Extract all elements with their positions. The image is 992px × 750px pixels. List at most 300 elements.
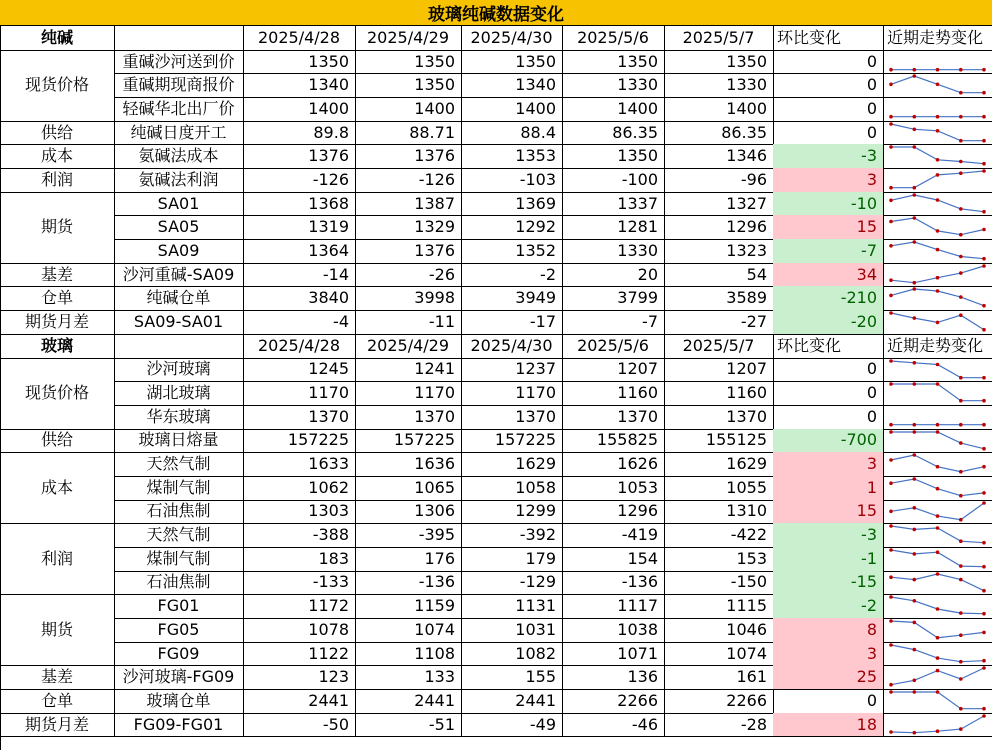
value-cell: 1370 <box>664 405 774 430</box>
value-cell: 2441 <box>461 689 563 714</box>
sparkline-point <box>889 643 893 647</box>
value-cell: -4 <box>243 310 356 335</box>
sparkline-point <box>982 446 986 450</box>
item-label: 煤制气制 <box>114 476 244 501</box>
sparkline-chart <box>883 405 992 429</box>
sparkline-cell <box>883 381 992 406</box>
change-cell: 3 <box>773 168 884 193</box>
value-cell: 1062 <box>243 476 356 501</box>
sparkline-point <box>889 278 893 282</box>
sparkline-point <box>959 517 963 521</box>
sparkline-cell <box>883 642 992 667</box>
sparkline-chart <box>883 50 992 74</box>
sparkline-chart <box>883 642 992 666</box>
item-label: 湖北玻璃 <box>114 381 244 406</box>
category-label: 供给 <box>0 429 115 454</box>
sparkline-point <box>982 659 986 663</box>
value-cell: 1337 <box>562 192 665 217</box>
sparkline-point <box>936 290 940 294</box>
value-cell: 3949 <box>461 286 563 311</box>
category-label: 仓单 <box>0 286 115 311</box>
value-cell: 2441 <box>355 689 462 714</box>
value-cell: 123 <box>243 665 356 690</box>
value-cell: -14 <box>243 263 356 288</box>
sparkline-chart <box>883 381 992 405</box>
value-cell: 1350 <box>355 73 462 98</box>
item-label: 华东玻璃 <box>114 405 244 430</box>
trend-header: 近期走势变化 <box>883 26 992 51</box>
sparkline-cell <box>883 168 992 193</box>
sparkline-point <box>959 727 963 731</box>
date-header: 2025/4/28 <box>243 334 356 359</box>
value-cell: -51 <box>355 713 462 738</box>
date-header: 2025/4/28 <box>243 26 356 51</box>
sparkline-point <box>913 75 917 79</box>
sparkline-point <box>936 173 940 177</box>
value-cell: 1122 <box>243 642 356 667</box>
sparkline-cell <box>883 571 992 596</box>
sparkline-point <box>913 68 917 72</box>
sparkline-point <box>959 296 963 300</box>
value-cell: 88.71 <box>355 121 462 146</box>
sparkline-point <box>889 423 893 427</box>
sparkline-point <box>982 631 986 635</box>
value-cell: 1074 <box>355 618 462 643</box>
sparkline-point <box>982 707 986 711</box>
value-cell: 155125 <box>664 429 774 454</box>
value-cell: 1292 <box>461 215 563 240</box>
sparkline-point <box>889 115 893 119</box>
value-cell: 1350 <box>243 50 356 75</box>
change-cell: -3 <box>773 523 884 548</box>
sparkline-point <box>913 193 917 197</box>
item-label: 氨碱法成本 <box>114 144 244 169</box>
value-cell: 1350 <box>461 50 563 75</box>
sparkline-chart <box>883 713 992 737</box>
sparkline-point <box>889 68 893 72</box>
sparkline-chart <box>883 476 992 500</box>
sparkline-point <box>982 264 986 268</box>
change-cell: -10 <box>773 192 884 217</box>
sparkline-cell <box>883 594 992 619</box>
value-cell: 1303 <box>243 500 356 525</box>
sparkline-chart <box>883 286 992 310</box>
value-cell: 1376 <box>355 144 462 169</box>
sparkline-point <box>936 68 940 72</box>
sparkline-point <box>959 577 963 581</box>
item-label: FG09 <box>114 642 244 667</box>
sparkline-point <box>959 139 963 143</box>
date-header: 2025/4/29 <box>355 334 462 359</box>
sparkline-point <box>982 328 986 332</box>
sparkline-point <box>936 423 940 427</box>
value-cell: 1370 <box>562 405 665 430</box>
sparkline-point <box>913 127 917 131</box>
value-cell: 1364 <box>243 239 356 264</box>
value-cell: 136 <box>562 665 665 690</box>
value-cell: 179 <box>461 547 563 572</box>
sparkline-cell <box>883 310 992 335</box>
value-cell: 1636 <box>355 452 462 477</box>
sparkline-point <box>913 288 917 292</box>
value-cell: 1115 <box>664 594 774 619</box>
sparkline-point <box>936 690 940 694</box>
value-cell: 1350 <box>664 50 774 75</box>
sparkline-chart <box>883 523 992 547</box>
sparkline-point <box>959 564 963 568</box>
sparkline-point <box>982 115 986 119</box>
change-cell: -700 <box>773 429 884 454</box>
change-cell: 0 <box>773 121 884 146</box>
sparkline-point <box>959 470 963 474</box>
value-cell: 1352 <box>461 239 563 264</box>
value-cell: 133 <box>355 665 462 690</box>
sparkline-point <box>959 233 963 237</box>
sparkline-point <box>936 83 940 87</box>
sparkline-point <box>959 207 963 211</box>
sparkline-point <box>936 129 940 133</box>
value-cell: 1108 <box>355 642 462 667</box>
item-label: 重碱沙河送到价 <box>114 50 244 75</box>
sparkline-point <box>936 230 940 234</box>
sparkline-chart <box>883 594 992 618</box>
category-label: 成本 <box>0 144 115 169</box>
sparkline-cell <box>883 144 992 169</box>
sparkline-point <box>913 577 917 581</box>
sparkline-cell <box>883 358 992 383</box>
sparkline-point <box>982 612 986 616</box>
value-cell: -126 <box>243 168 356 193</box>
sparkline-point <box>913 679 917 683</box>
sparkline-cell <box>883 452 992 477</box>
sparkline-point <box>913 240 917 244</box>
change-cell: 0 <box>773 405 884 430</box>
sparkline-point <box>936 321 940 325</box>
sparkline-point <box>913 361 917 365</box>
value-cell: 1340 <box>243 73 356 98</box>
sparkline-chart <box>883 547 992 571</box>
value-cell: -46 <box>562 713 665 738</box>
sparkline-point <box>982 257 986 261</box>
value-cell: 86.35 <box>664 121 774 146</box>
date-header: 2025/5/6 <box>562 334 665 359</box>
sparkline-chart <box>883 665 992 689</box>
sparkline-point <box>982 491 986 495</box>
value-cell: 1350 <box>562 144 665 169</box>
value-cell: 157225 <box>243 429 356 454</box>
sparkline-line <box>891 455 984 472</box>
sparkline-point <box>982 399 986 403</box>
value-cell: 1400 <box>461 97 563 122</box>
sparkline-point <box>913 217 917 221</box>
sparkline-point <box>889 619 893 623</box>
value-cell: 1310 <box>664 500 774 525</box>
value-cell: 1626 <box>562 452 665 477</box>
change-cell: 34 <box>773 263 884 288</box>
section-header: 玻璃 <box>0 334 115 359</box>
value-cell: 2266 <box>664 689 774 714</box>
change-cell: 0 <box>773 50 884 75</box>
sparkline-chart <box>883 192 992 216</box>
change-cell: 0 <box>773 358 884 383</box>
value-cell: 1629 <box>461 452 563 477</box>
sparkline-point <box>959 423 963 427</box>
table-left-border <box>0 26 1 750</box>
change-cell: 0 <box>773 689 884 714</box>
change-header: 环比变化 <box>773 334 884 359</box>
value-cell: 1207 <box>664 358 774 383</box>
sparkline-point <box>889 430 893 434</box>
sparkline-point <box>913 731 917 735</box>
change-cell: 25 <box>773 665 884 690</box>
sparkline-cell <box>883 286 992 311</box>
value-cell: 1400 <box>562 97 665 122</box>
value-cell: 89.8 <box>243 121 356 146</box>
sparkline-point <box>959 441 963 445</box>
category-label: 基差 <box>0 665 115 690</box>
item-label: SA05 <box>114 215 244 240</box>
value-cell: 1170 <box>355 381 462 406</box>
sparkline-cell <box>883 263 992 288</box>
sparkline-point <box>936 382 940 386</box>
value-cell: -7 <box>562 310 665 335</box>
sparkline-point <box>889 83 893 87</box>
sparkline-line <box>891 195 984 212</box>
section-header-blank <box>114 26 244 51</box>
value-cell: 1046 <box>664 618 774 643</box>
value-cell: 1078 <box>243 618 356 643</box>
value-cell: -26 <box>355 263 462 288</box>
sparkline-point <box>889 382 893 386</box>
value-cell: 2266 <box>562 689 665 714</box>
value-cell: -27 <box>664 310 774 335</box>
change-cell: -2 <box>773 594 884 619</box>
sparkline-point <box>982 667 986 671</box>
value-cell: -49 <box>461 713 563 738</box>
sparkline-point <box>959 678 963 682</box>
sparkline-line <box>891 266 984 283</box>
sparkline-point <box>913 552 917 556</box>
value-cell: 1329 <box>355 215 462 240</box>
sparkline-cell <box>883 215 992 240</box>
sparkline-point <box>982 210 986 214</box>
sparkline-point <box>913 430 917 434</box>
sparkline-point <box>913 115 917 119</box>
sparkline-cell <box>883 50 992 75</box>
item-label: SA09-SA01 <box>114 310 244 335</box>
change-cell: 8 <box>773 618 884 643</box>
value-cell: 1065 <box>355 476 462 501</box>
table-title: 玻璃纯碱数据变化 <box>0 0 992 26</box>
value-cell: -126 <box>355 168 462 193</box>
sparkline-point <box>889 244 893 248</box>
sparkline-point <box>889 548 893 552</box>
sparkline-chart <box>883 358 992 382</box>
value-cell: 1131 <box>461 594 563 619</box>
item-label: 轻碱华北出厂价 <box>114 97 244 122</box>
sparkline-chart <box>883 452 992 476</box>
value-cell: 2441 <box>243 689 356 714</box>
sparkline-point <box>982 589 986 593</box>
value-cell: 1369 <box>461 192 563 217</box>
value-cell: -150 <box>664 571 774 596</box>
sparkline-point <box>889 683 893 687</box>
value-cell: 157225 <box>461 429 563 454</box>
sparkline-point <box>959 633 963 637</box>
sparkline-point <box>913 316 917 320</box>
sparkline-point <box>959 375 963 379</box>
sparkline-point <box>889 198 893 202</box>
sparkline-point <box>936 115 940 119</box>
value-cell: 1629 <box>664 452 774 477</box>
change-cell: 1 <box>773 476 884 501</box>
sparkline-point <box>982 565 986 569</box>
value-cell: 1055 <box>664 476 774 501</box>
sparkline-cell <box>883 121 992 146</box>
change-cell: -1 <box>773 547 884 572</box>
sparkline-point <box>959 540 963 544</box>
section-header: 纯碱 <box>0 26 115 51</box>
sparkline-cell <box>883 689 992 714</box>
value-cell: 86.35 <box>562 121 665 146</box>
sparkline-point <box>959 171 963 175</box>
sparkline-point <box>889 186 893 190</box>
category-label: 期货 <box>0 594 115 666</box>
value-cell: 157225 <box>355 429 462 454</box>
item-label: 纯碱日度开工 <box>114 121 244 146</box>
value-cell: -28 <box>664 713 774 738</box>
sparkline-point <box>936 362 940 366</box>
value-cell: -11 <box>355 310 462 335</box>
category-label: 期货 <box>0 192 115 264</box>
sparkline-point <box>982 68 986 72</box>
sparkline-line <box>891 692 984 709</box>
sparkline-cell <box>883 405 992 430</box>
sparkline-point <box>913 477 917 481</box>
sparkline-chart <box>883 618 992 642</box>
value-cell: -100 <box>562 168 665 193</box>
sparkline-cell <box>883 713 992 738</box>
value-cell: 1370 <box>243 405 356 430</box>
value-cell: 1074 <box>664 642 774 667</box>
sparkline-chart <box>883 263 992 287</box>
change-cell: -210 <box>773 286 884 311</box>
value-cell: 1172 <box>243 594 356 619</box>
sparkline-cell <box>883 192 992 217</box>
sparkline-point <box>913 382 917 386</box>
value-cell: -422 <box>664 523 774 548</box>
sparkline-chart <box>883 97 992 121</box>
change-header: 环比变化 <box>773 26 884 51</box>
sparkline-chart <box>883 121 992 145</box>
sparkline-chart <box>883 571 992 595</box>
sparkline-chart <box>883 239 992 263</box>
value-cell: 1327 <box>664 192 774 217</box>
item-label: 玻璃日熔量 <box>114 429 244 454</box>
value-cell: 1330 <box>562 239 665 264</box>
sparkline-point <box>889 509 893 513</box>
sparkline-point <box>936 572 940 576</box>
sparkline-point <box>889 730 893 734</box>
sparkline-point <box>982 375 986 379</box>
sparkline-point <box>982 541 986 545</box>
sparkline-cell <box>883 523 992 548</box>
value-cell: -133 <box>243 571 356 596</box>
value-cell: 1281 <box>562 215 665 240</box>
sparkline-point <box>936 550 940 554</box>
sparkline-line <box>891 384 984 401</box>
sparkline-line <box>891 574 984 591</box>
sparkline-point <box>913 690 917 694</box>
value-cell: 1071 <box>562 642 665 667</box>
value-cell: -388 <box>243 523 356 548</box>
sparkline-point <box>889 524 893 528</box>
change-cell: 15 <box>773 500 884 525</box>
sparkline-cell <box>883 476 992 501</box>
sparkline-chart <box>883 144 992 168</box>
value-cell: 153 <box>664 547 774 572</box>
value-cell: 1350 <box>355 50 462 75</box>
value-cell: 1207 <box>562 358 665 383</box>
category-label: 利润 <box>0 523 115 595</box>
sparkline-point <box>959 271 963 275</box>
value-cell: 1400 <box>243 97 356 122</box>
sparkline-point <box>913 506 917 510</box>
value-cell: 1387 <box>355 192 462 217</box>
sparkline-point <box>936 729 940 733</box>
category-label: 成本 <box>0 452 115 524</box>
category-label: 现货价格 <box>0 50 115 122</box>
section-header-blank <box>114 334 244 359</box>
sparkline-chart <box>883 73 992 97</box>
value-cell: 155825 <box>562 429 665 454</box>
value-cell: 1241 <box>355 358 462 383</box>
value-cell: 1245 <box>243 358 356 383</box>
value-cell: 1237 <box>461 358 563 383</box>
value-cell: -50 <box>243 713 356 738</box>
sparkline-point <box>936 636 940 640</box>
item-label: 重碱期现商报价 <box>114 73 244 98</box>
sparkline-point <box>936 608 940 612</box>
value-cell: 1633 <box>243 452 356 477</box>
sparkline-point <box>889 481 893 485</box>
sparkline-point <box>913 146 917 150</box>
item-label: 氨碱法利润 <box>114 168 244 193</box>
value-cell: 1038 <box>562 618 665 643</box>
value-cell: 1400 <box>664 97 774 122</box>
sparkline-point <box>959 255 963 259</box>
sparkline-point <box>936 514 940 518</box>
value-cell: 1053 <box>562 476 665 501</box>
date-header: 2025/5/7 <box>664 334 774 359</box>
sparkline-point <box>982 465 986 469</box>
category-label: 期货月差 <box>0 713 115 738</box>
value-cell: 20 <box>562 263 665 288</box>
sparkline-point <box>959 160 963 164</box>
sparkline-point <box>936 669 940 673</box>
sparkline-point <box>959 115 963 119</box>
sparkline-cell <box>883 665 992 690</box>
sparkline-point <box>913 281 917 285</box>
sparkline-chart <box>883 689 992 713</box>
item-label: 纯碱仓单 <box>114 286 244 311</box>
value-cell: 1159 <box>355 594 462 619</box>
sparkline-point <box>889 146 893 150</box>
item-label: SA01 <box>114 192 244 217</box>
category-label: 期货月差 <box>0 310 115 335</box>
value-cell: 1031 <box>461 618 563 643</box>
item-label: 沙河玻璃 <box>114 358 244 383</box>
